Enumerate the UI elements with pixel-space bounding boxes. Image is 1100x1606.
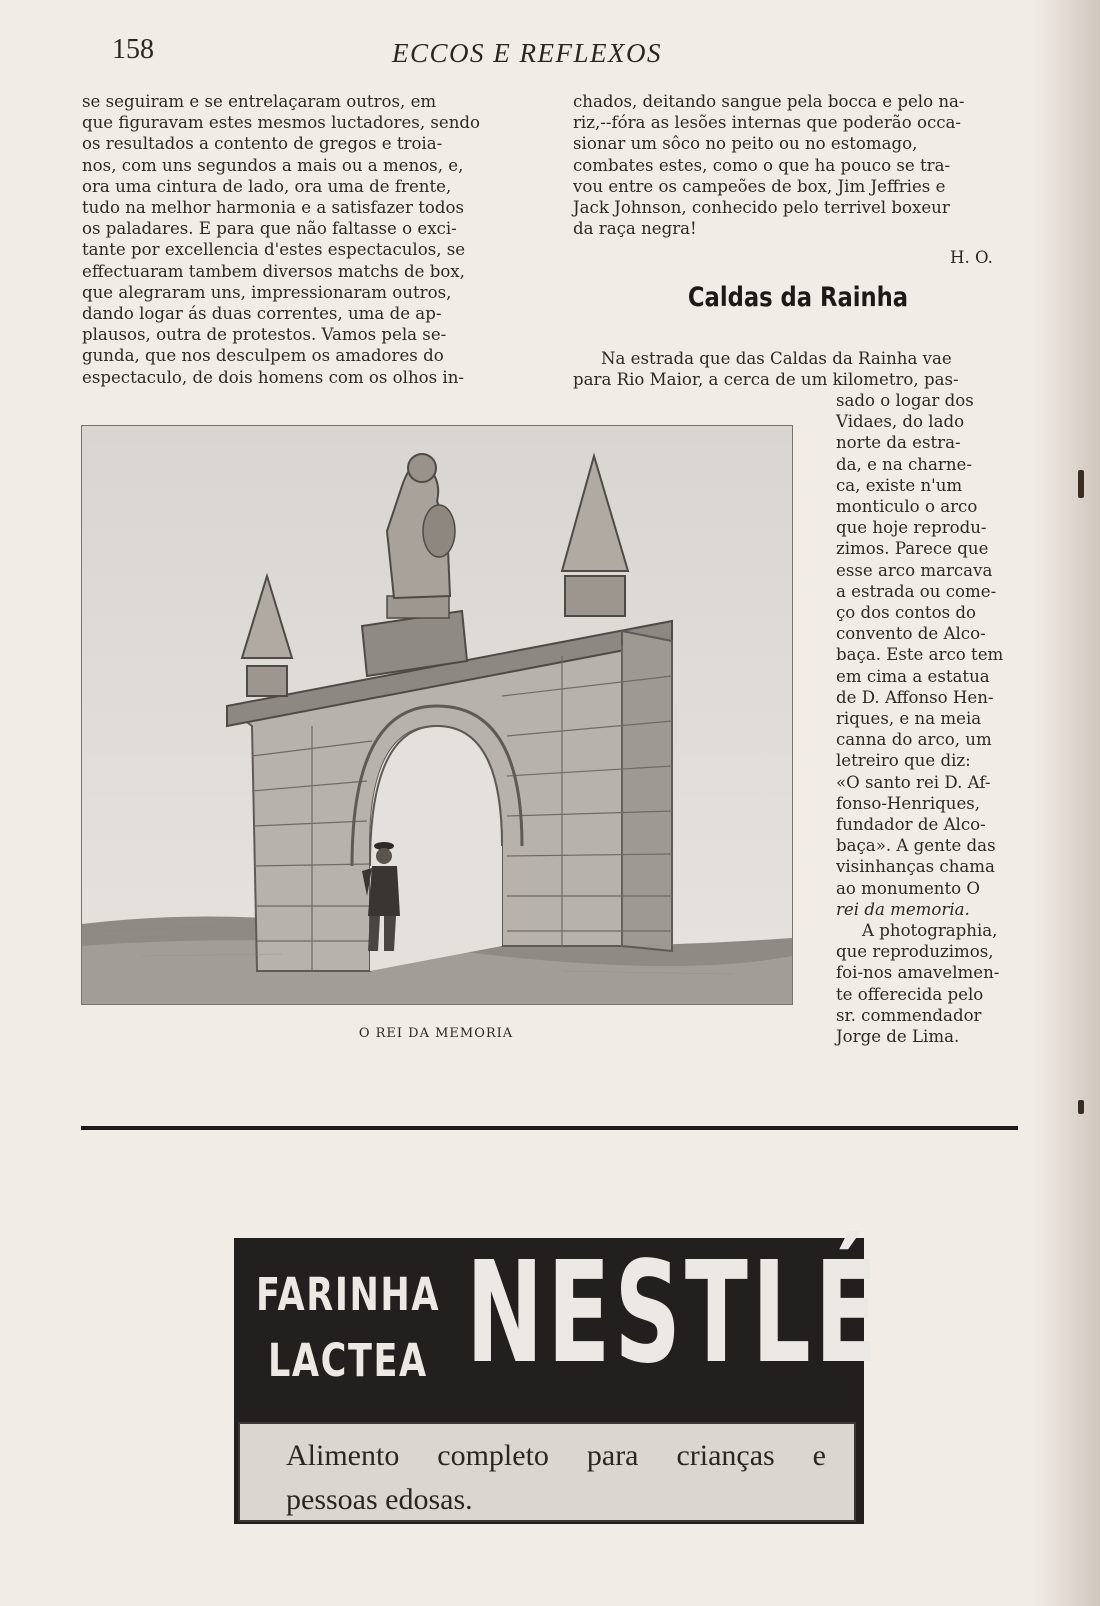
text-line: tante por excellencia d'estes espectaculos, se [82, 240, 466, 260]
text-line: monticulo o arco [836, 497, 978, 517]
text-line: zimos. Parece que [836, 539, 989, 559]
ad-farinha-text: FARINHA [256, 1268, 441, 1321]
text-line: que hoje reprodu- [836, 518, 987, 538]
text-line: visinhanças chama [836, 857, 995, 877]
text-line: convento de Alco- [836, 624, 986, 644]
text-line: sionar um sôco no peito ou no estomago, [573, 134, 918, 154]
text-line: de D. Affonso Hen- [836, 687, 994, 707]
text-line: effectuaram tambem diversos matchs de box, [82, 261, 465, 281]
text-line: foi-nos amavelmen- [836, 963, 1000, 983]
text-line: da, e na charne- [836, 454, 972, 474]
magazine-title: ECCOS E REFLEXOS [392, 38, 662, 68]
text-line: tudo na melhor harmonia e a satisfazer todos [82, 198, 464, 218]
text-line: os paladares. E para que não faltasse o exci- [82, 219, 457, 239]
text-line: Vidaes, do lado [836, 412, 965, 432]
text-line: norte da estra- [836, 433, 961, 453]
text-line: fonso-Henriques, [836, 793, 981, 813]
text-line: fundador de Alco- [836, 815, 986, 835]
text-line: dando logar ás duas correntes, uma de ap- [82, 304, 442, 324]
text-line: riz,--fóra as lesões internas que poderão occa- [573, 113, 962, 133]
text-line: rei da memoria. [836, 899, 970, 919]
section-narrow-column [836, 390, 1022, 1047]
text-line: espectaculo, de dois homens com os olhos in- [82, 367, 465, 387]
binding-mark [1078, 1100, 1084, 1114]
text-line: te offerecida pelo [836, 984, 984, 1004]
text-line: que reproduzimos, [836, 942, 994, 962]
text-line: gunda, que nos desculpem os amadores do [82, 346, 444, 366]
ad-slogan-box [238, 1422, 856, 1522]
text-line: Jack Johnson, conhecido pelo terrivel boxeur [573, 198, 950, 218]
article-right-column [573, 91, 1023, 239]
ad-brand-nestle: NESTLÉ [466, 1232, 882, 1395]
text-line: vou entre os campeões de box, Jim Jeffries e [573, 176, 946, 196]
text-line: baça». A gente das [836, 836, 996, 856]
author-signature: H. O. [950, 248, 993, 267]
text-line: combates estes, como o que ha pouco se tra- [573, 155, 951, 175]
text-line: ora uma cintura de lado, ora uma de frente, [82, 176, 452, 196]
text-line: sado o logar dos [836, 391, 974, 410]
nestle-advertisement [234, 1232, 882, 1524]
photo-caption: O REI DA MEMORIA [358, 1026, 514, 1041]
ad-slogan-line2: pessoas edosas. [286, 1483, 473, 1516]
text-line: para Rio Maior, a cerca de um kilometro, pas- [573, 370, 959, 390]
text-line: chados, deitando sangue pela bocca e pelo na- [573, 92, 965, 111]
ad-slogan-line1: Alimento completo para crianças e [286, 1439, 826, 1472]
text-line: esse arco marcava [836, 560, 993, 580]
text-line: em cima a estatua [836, 666, 990, 686]
article-left-column [82, 91, 532, 388]
text-line: nos, com uns segundos a mais ou a menos, e, [82, 155, 464, 175]
text-line: se seguiram e se entrelaçaram outros, em [82, 92, 437, 111]
text-line: ao monumento O [836, 878, 981, 898]
text-line: letreiro que diz: [836, 751, 971, 771]
text-line: que alegraram uns, impressionaram outros, [82, 282, 452, 302]
text-line: os resultados a contento de gregos e troia- [82, 134, 443, 154]
text-line: A photographia, [862, 921, 998, 941]
binding-mark [1078, 470, 1084, 498]
section-title: Caldas da Rainha [687, 282, 909, 313]
text-line: plausos, outra de protestos. Vamos pela se- [82, 325, 447, 345]
ad-lactea-text: LACTEA [268, 1334, 428, 1387]
horizontal-rule [81, 1126, 1018, 1130]
text-line: canna do arco, um [836, 730, 992, 750]
text-line: «O santo rei D. Af- [836, 772, 991, 792]
text-line: da raça negra! [573, 219, 697, 239]
text-line: Jorge de Lima. [836, 1027, 960, 1047]
page-number: 158 [112, 34, 154, 65]
text-line: Na estrada que das Caldas da Rainha vae [601, 349, 952, 368]
text-line: que figuravam estes mesmos luctadores, sendo [82, 113, 480, 133]
text-line: ca, existe n'um [836, 475, 963, 495]
arch-photograph [81, 425, 793, 1005]
text-line: riques, e na meia [836, 709, 982, 729]
text-line: sr. commendador [836, 1005, 982, 1025]
text-line: a estrada ou come- [836, 581, 997, 601]
text-line: baça. Este arco tem [836, 645, 1004, 665]
section-intro [573, 348, 1023, 390]
text-line: ço dos contos do [836, 603, 976, 623]
